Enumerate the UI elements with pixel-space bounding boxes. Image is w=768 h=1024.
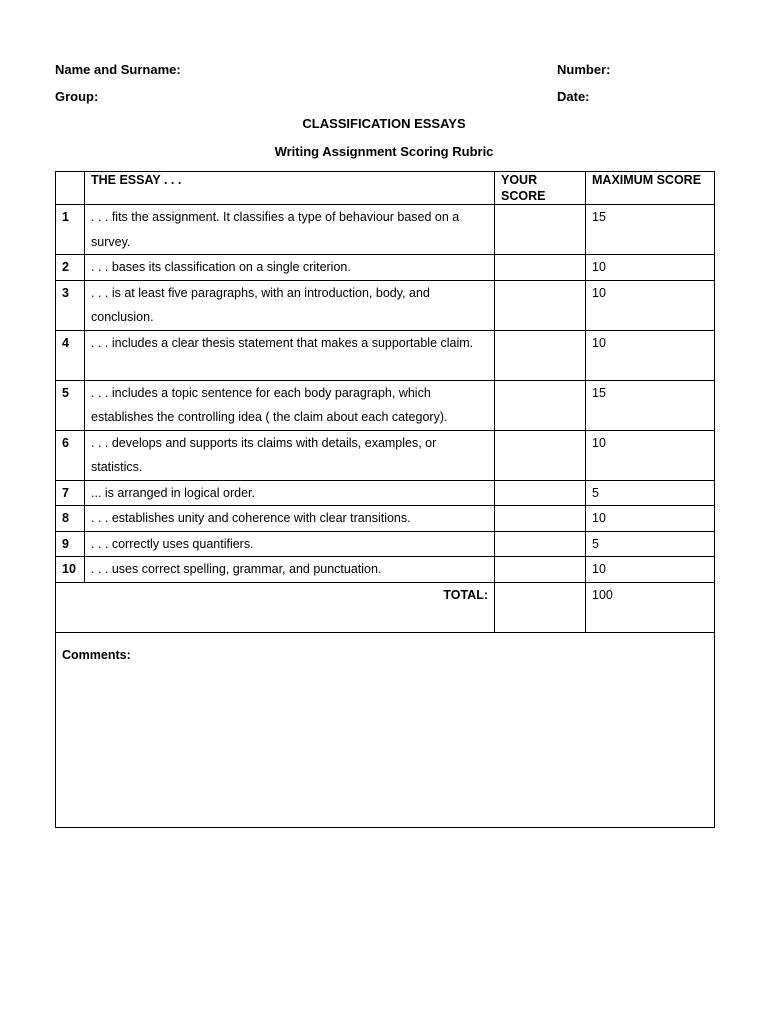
row-your-score[interactable] bbox=[495, 480, 586, 506]
row-criterion: . . . fits the assignment. It classifies a type of behaviour based on a survey. bbox=[85, 205, 495, 255]
row-criterion: . . . includes a topic sentence for each body paragraph, which establishes the controlling idea ( the claim about each category). bbox=[85, 380, 495, 430]
row-number: 2 bbox=[56, 255, 85, 281]
header-maximum-score: MAXIMUM SCORE bbox=[586, 172, 715, 205]
row-max-score: 10 bbox=[586, 506, 715, 532]
row-your-score[interactable] bbox=[495, 205, 586, 255]
table-row bbox=[56, 480, 715, 506]
total-row bbox=[56, 582, 715, 632]
comments-box[interactable]: Comments: bbox=[56, 632, 715, 827]
row-criterion: ... is arranged in logical order. bbox=[85, 480, 495, 506]
row-number: 9 bbox=[56, 531, 85, 557]
row-max-score: 10 bbox=[586, 280, 715, 330]
row-number: 6 bbox=[56, 430, 85, 480]
row-criterion: . . . is at least five paragraphs, with an introduction, body, and conclusion. bbox=[85, 280, 495, 330]
row-number: 4 bbox=[56, 330, 85, 380]
name-surname-label: Name and Surname: bbox=[55, 62, 181, 77]
table-row bbox=[56, 280, 715, 330]
row-criterion: . . . bases its classification on a single criterion. bbox=[85, 255, 495, 281]
header-number bbox=[56, 172, 85, 205]
row-number: 7 bbox=[56, 480, 85, 506]
row-max-score: 10 bbox=[586, 330, 715, 380]
total-your-score[interactable] bbox=[495, 582, 586, 632]
table-row bbox=[56, 506, 715, 532]
document-subtitle: Writing Assignment Scoring Rubric bbox=[274, 144, 494, 159]
row-your-score[interactable] bbox=[495, 255, 586, 281]
number-label: Number: bbox=[557, 62, 611, 77]
document-title: CLASSIFICATION ESSAYS bbox=[302, 116, 466, 131]
scoring-rubric-table bbox=[55, 171, 715, 828]
row-number: 5 bbox=[56, 380, 85, 430]
date-label: Date: bbox=[557, 89, 590, 104]
table-row bbox=[56, 557, 715, 583]
row-max-score: 15 bbox=[586, 380, 715, 430]
row-your-score[interactable] bbox=[495, 330, 586, 380]
table-row bbox=[56, 205, 715, 255]
row-max-score: 5 bbox=[586, 531, 715, 557]
row-your-score[interactable] bbox=[495, 430, 586, 480]
row-max-score: 5 bbox=[586, 480, 715, 506]
group-label: Group: bbox=[55, 89, 99, 104]
row-criterion: . . . establishes unity and coherence with clear transitions. bbox=[85, 506, 495, 532]
row-max-score: 15 bbox=[586, 205, 715, 255]
row-criterion: . . . correctly uses quantifiers. bbox=[85, 531, 495, 557]
table-row bbox=[56, 330, 715, 380]
row-number: 8 bbox=[56, 506, 85, 532]
row-your-score[interactable] bbox=[495, 557, 586, 583]
comments-row bbox=[56, 632, 715, 827]
total-label: TOTAL: bbox=[56, 582, 495, 632]
table-row bbox=[56, 430, 715, 480]
total-max-score: 100 bbox=[586, 582, 715, 632]
row-max-score: 10 bbox=[586, 430, 715, 480]
row-criterion: . . . develops and supports its claims with details, examples, or statistics. bbox=[85, 430, 495, 480]
header-essay: THE ESSAY . . . bbox=[85, 172, 495, 205]
row-criterion: . . . includes a clear thesis statement that makes a supportable claim. bbox=[85, 330, 495, 380]
row-your-score[interactable] bbox=[495, 380, 586, 430]
table-header-row bbox=[56, 172, 715, 205]
table-row bbox=[56, 531, 715, 557]
row-number: 3 bbox=[56, 280, 85, 330]
row-your-score[interactable] bbox=[495, 506, 586, 532]
row-number: 10 bbox=[56, 557, 85, 583]
row-criterion: . . . uses correct spelling, grammar, and punctuation. bbox=[85, 557, 495, 583]
row-max-score: 10 bbox=[586, 557, 715, 583]
table-row bbox=[56, 380, 715, 430]
row-max-score: 10 bbox=[586, 255, 715, 281]
table-row bbox=[56, 255, 715, 281]
row-your-score[interactable] bbox=[495, 531, 586, 557]
header-your-score: YOUR SCORE bbox=[495, 172, 586, 205]
row-number: 1 bbox=[56, 205, 85, 255]
row-your-score[interactable] bbox=[495, 280, 586, 330]
